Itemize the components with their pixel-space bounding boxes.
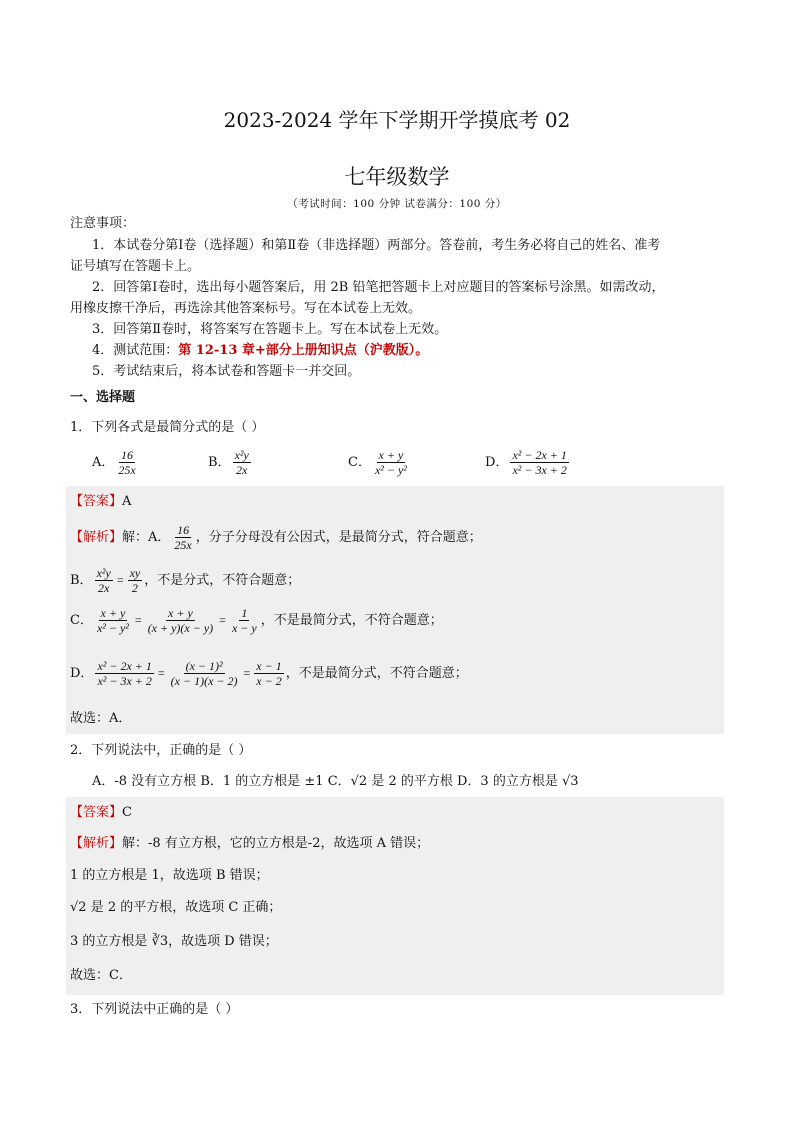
analysis-d-label: D． [70,666,94,681]
analysis-c-label: C． [70,613,93,628]
q2-analysis-2: 1 的立方根是 1，故选项 B 错误； [70,868,269,883]
q1-option-b [208,448,253,477]
section-heading: 一、选择题 [70,390,136,405]
note-4-prefix: 4．测试范围： [92,343,179,358]
q1-analysis-c [70,602,443,639]
analysis-a-fraction [172,523,193,552]
exam-meta: （考试时间：100 分钟 试卷满分：100 分） [287,198,507,210]
q1-conclusion: 故选：A． [70,711,132,726]
note-2a: 2．回答第Ⅰ卷时，选出每小题答案后，用 2B 铅笔把答题卡上对应题目的答案标号涂黑。如需改动， [92,280,665,295]
q1-option-b-fraction [233,448,251,477]
q1-option-a-fraction [116,448,137,477]
numerator: (x − 1)² [185,659,223,673]
equals-sign: = [243,666,251,680]
equals-sign: = [157,666,165,680]
numerator: 1 [241,606,248,620]
denominator: (x − 1)(x − 2) [170,674,238,688]
numerator: 16 [121,448,134,462]
numerator: x² − 2x + 1 [512,448,567,462]
q1-option-c [348,448,411,477]
q1-analysis-b [70,562,300,599]
q2-analysis-4: 3 的立方根是 ∛3，故选项 D 错误； [70,934,278,949]
numerator: x² − 2x + 1 [97,659,152,673]
denominator: (x + y)(x − y) [147,621,214,635]
equals-sign: = [116,573,124,587]
denominator: 2 [131,581,138,595]
analysis-b-fraction-2 [128,566,143,595]
equals-sign: = [134,613,142,627]
q1-option-d-fraction [510,448,568,477]
denominator: x² − 3x + 2 [97,674,152,688]
denominator: x − y [231,621,257,635]
analysis-d-fraction-1 [95,659,153,688]
q2-analysis-1 [70,834,429,854]
answer-value: A [122,494,132,509]
note-2b: 用橡皮擦干净后，再选涂其他答案标号。写在本试卷上无效。 [70,301,422,316]
q1-stem: 1．下列各式是最简分式的是（ ） [70,420,265,435]
q2-stem: 2．下列说法中，正确的是（ ） [70,743,252,758]
q1-option-d-label: D． [485,455,509,470]
answer-tag: 【答案】 [70,805,123,820]
analysis-a-text: ，分子分母没有公因式，是最简分式，符合题意； [195,530,482,545]
note-4 [92,341,428,361]
q2-analysis-3: √2 是 2 的平方根，故选项 C 正确； [70,900,282,915]
numerator: x + y [378,448,404,462]
analysis-c-fraction-2 [146,606,215,635]
analysis-d-fraction-3 [254,659,283,688]
numerator: x + y [100,606,126,620]
q1-option-a-label: A． [92,455,115,470]
q2-options: A．-8 没有立方根 B．1 的立方根是 ±1 C．√2 是 2 的平方根 D．3 的立方根是 √3 [92,774,579,789]
analysis-b-label: B． [70,573,93,588]
denominator: x² − y² [96,621,129,635]
denominator: x² − 3x + 2 [512,463,567,477]
denominator: 2x [236,463,248,477]
note-1b: 证号填写在答题卡上。 [70,259,201,274]
answer-value: C [122,805,132,820]
denominator: x − 2 [256,674,282,688]
denominator: 2x [98,581,110,595]
numerator: x²y [96,566,111,580]
q1-answer [70,492,131,512]
q2-solution-box [66,797,724,995]
q3-stem: 3．下列说法中正确的是（ ） [70,1002,239,1017]
q1-option-d [485,448,571,477]
note-1a: 1．本试卷分第Ⅰ卷（选择题）和第Ⅱ卷（非选择题）两部分。答卷前，考生务必将自己的姓名、准考 [92,238,661,253]
answer-tag: 【答案】 [70,494,123,509]
analysis-intro: 解：A． [122,530,171,545]
q2-conclusion: 故选：C． [70,968,132,983]
analysis-d-fraction-2 [169,659,240,688]
note-5: 5．考试结束后，将本试卷和答题卡一并交回。 [92,364,361,379]
q1-option-c-fraction [373,448,409,477]
denominator: 25x [118,463,136,477]
analysis-b-fraction-1 [95,566,113,595]
analysis-tag: 【解析】 [70,836,123,851]
q1-analysis-a [70,520,482,556]
numerator: x − 1 [256,659,282,673]
q1-option-c-label: C． [348,455,371,470]
analysis-c-text: ，不是最简分式，不符合题意； [260,613,443,628]
q1-option-a [92,448,140,477]
notes-heading: 注意事项： [70,216,136,231]
equals-sign: = [219,613,226,627]
analysis-d-text: ，不是最简分式，不符合题意； [285,666,468,681]
q1-option-b-label: B． [208,455,231,470]
denominator: 25x [174,538,192,552]
note-3: 3．回答第Ⅱ卷时，将答案写在答题卡上。写在本试卷上无效。 [92,322,448,337]
analysis-line-1: 解：-8 有立方根，它的立方根是-2，故选项 A 错误； [122,836,430,851]
subject-title: 七年级数学 [344,165,450,189]
q2-answer [70,803,132,823]
numerator: x + y [168,606,193,620]
numerator: 16 [177,523,190,537]
denominator: x² − y² [374,463,407,477]
note-4-scope: 第 12-13 章+部分上册知识点（沪教版）。 [178,343,429,358]
analysis-c-fraction-1 [95,606,131,635]
exam-title: 2023-2024 学年下学期开学摸底考 02 [223,108,571,132]
numerator: x²y [234,448,249,462]
analysis-c-fraction-3 [230,606,259,635]
analysis-tag: 【解析】 [70,530,123,545]
q1-analysis-d [70,654,468,693]
analysis-b-text: ，不是分式，不符合题意； [144,573,301,588]
numerator: xy [129,566,141,580]
